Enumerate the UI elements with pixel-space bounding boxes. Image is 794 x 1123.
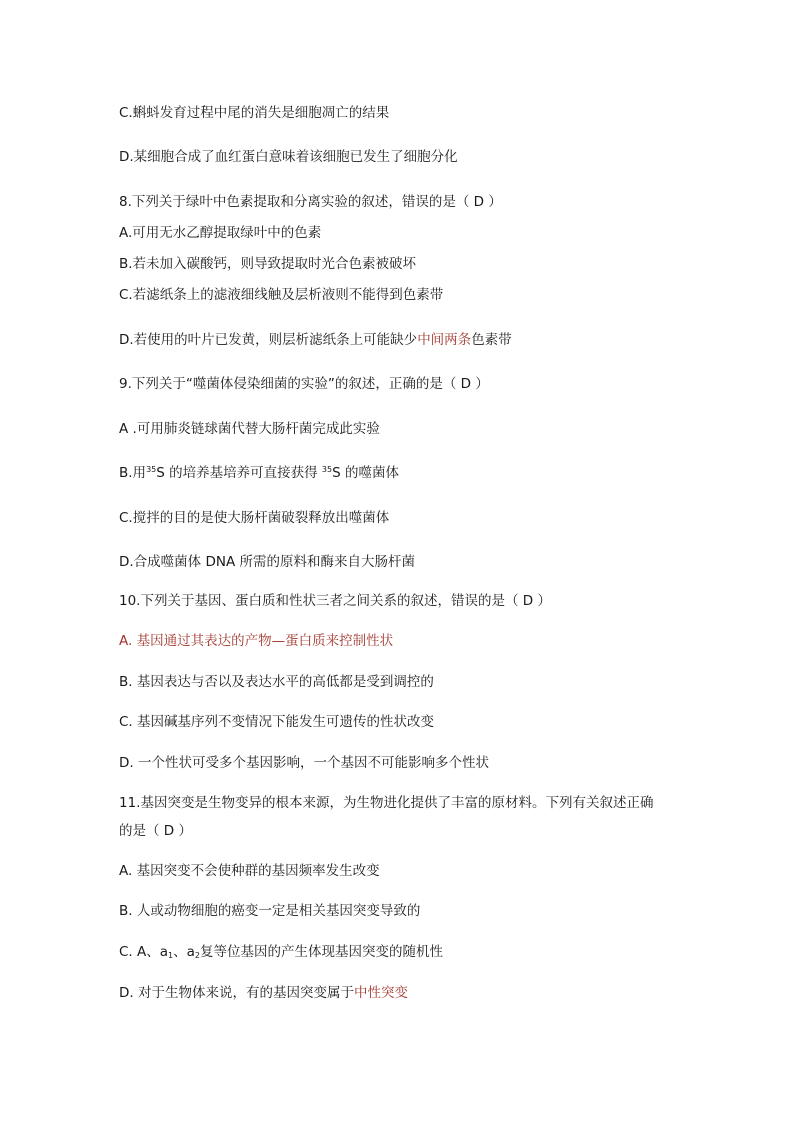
option-9c: C.搅拌的目的是使大肠杆菌破裂释放出噬菌体 [119,510,390,526]
option-11c [119,943,443,961]
question-11-cont: 的是（ D ） [119,823,192,839]
subscript: 2 [194,951,200,960]
option-9b [119,464,399,482]
option-8d [119,331,512,349]
option-8d-text: D.若使用的叶片已发黄，则层析滤纸条上可能缺少 [119,332,418,348]
option-11b: B. 人或动物细胞的癌变一定是相关基因突变导致的 [119,903,421,919]
option-10b: B. 基因表达与否以及表达水平的高低都是受到调控的 [119,674,434,690]
isotope-superscript: 35 [321,465,333,474]
option-9a: A .可用肺炎链球菌代替大肠杆菌完成此实验 [119,421,380,437]
option-11c-part2: 、a [173,944,195,960]
option-7d: D.某细胞合成了血红蛋白意味着该细胞已发生了细胞分化 [119,149,458,165]
option-9b-part1: B.用 [119,465,147,481]
option-11d-highlight: 中性突变 [353,985,408,1001]
option-10d: D. 一个性状可受多个基因影响，一个基因不可能影响多个性状 [119,755,489,771]
option-10a: A. 基因通过其表达的产物—蛋白质来控制性状 [119,633,394,649]
option-9b-part2: S 的培养基培养可直接获得 [156,465,322,481]
option-8d-text-end: 色素带 [471,332,512,348]
isotope-superscript: 35 [146,465,157,474]
option-9b-part3: S 的噬菌体 [332,465,399,481]
option-8d-highlight: 中间两条 [417,332,472,348]
option-8c: C.若滤纸条上的滤液细线触及层析液则不能得到色素带 [119,287,444,303]
question-8: 8.下列关于绿叶中色素提取和分离实验的叙述，错误的是（ D ） [119,194,502,210]
question-9: 9.下列关于“噬菌体侵染细菌的实验”的叙述，正确的是（ D ） [119,376,489,392]
subscript: 1 [168,951,174,960]
option-11d [119,984,408,1002]
question-10: 10.下列关于基因、蛋白质和性状三者之间关系的叙述，错误的是（ D ） [119,593,551,609]
option-11d-text: D. 对于生物体来说，有的基因突变属于 [119,985,354,1001]
option-10c: C. 基因碱基序列不变情况下能发生可遗传的性状改变 [119,714,435,730]
option-8a: A.可用无水乙醇提取绿叶中的色素 [119,225,322,241]
option-11c-part1: C. A、a [119,944,169,960]
option-11a: A. 基因突变不会使种群的基因频率发生改变 [119,863,380,879]
option-8b: B.若未加入碳酸钙，则导致提取时光合色素被破坏 [119,256,417,272]
option-7c: C.蝌蚪发育过程中尾的消失是细胞凋亡的结果 [119,105,390,121]
question-11: 11.基因突变是生物变异的根本来源，为生物进化提供了丰富的原材料。下列有关叙述正确 [119,795,654,811]
option-9d: D.合成噬菌体 DNA 所需的原料和酶来自大肠杆菌 [119,554,415,570]
option-11c-part3: 复等位基因的产生体现基因突变的随机性 [200,944,443,960]
